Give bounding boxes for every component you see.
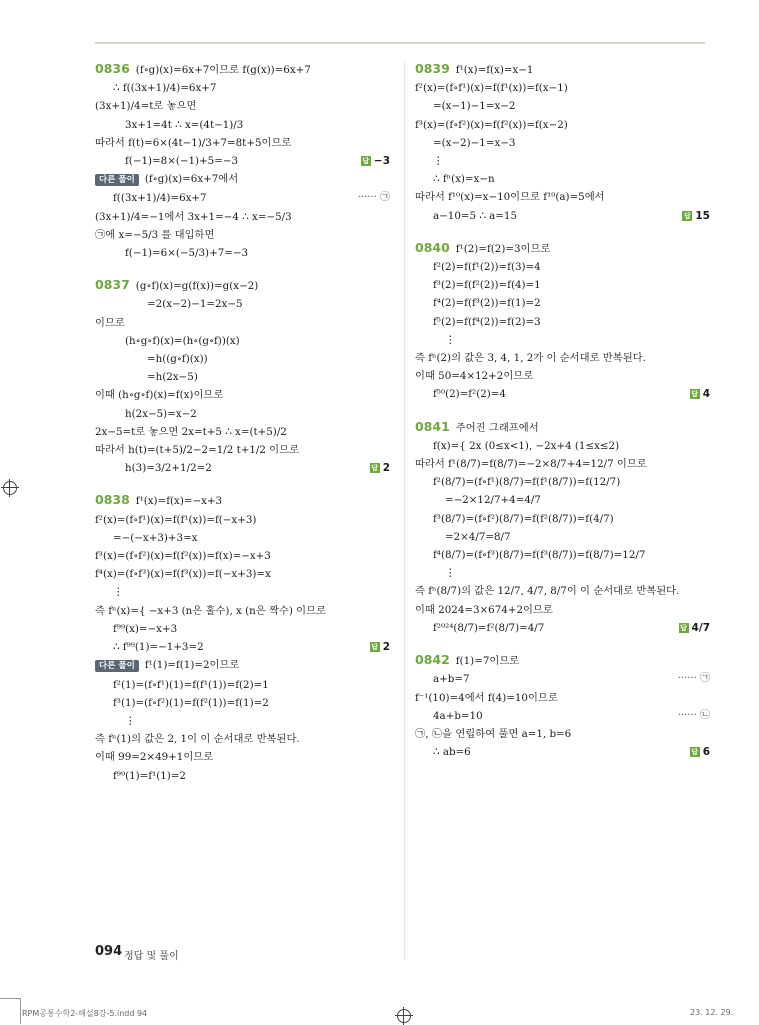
solution-line [415, 385, 710, 403]
line-text: =h(2x−5) [147, 371, 198, 384]
answer [370, 459, 390, 477]
line-text: f(−1)=6×(−5/3)+7=−3 [125, 247, 249, 260]
solution-line [95, 459, 390, 477]
solution-line [95, 350, 390, 368]
answer-icon: 답 [691, 390, 699, 399]
solution-line [415, 331, 710, 349]
line-text: (g∘f)(x)=g(f(x))=g(x−2) [135, 280, 259, 293]
solution-line [415, 294, 710, 312]
page-number: 094 [95, 944, 123, 959]
solution-line [415, 349, 710, 367]
line-text: f¹(1)=f(1)=2이므로 [144, 659, 240, 672]
answer-value: 2 [382, 641, 390, 654]
answer [682, 207, 710, 225]
line-text: ⋮ [445, 333, 456, 346]
solution-line [415, 367, 710, 385]
answer-value: 4/7 [691, 621, 710, 634]
solution-line [415, 116, 710, 134]
answer-icon: 답 [362, 157, 370, 166]
line-text: f²(x)=(f∘f¹)(x)=f(f¹(x))=f(−x+3) [95, 513, 257, 526]
problem-0839 [415, 60, 710, 225]
crop-mark [0, 998, 20, 999]
solution-line [415, 582, 710, 600]
line-text: f²(2)=f(f¹(2))=f(3)=4 [433, 261, 541, 274]
solution-line [95, 189, 390, 207]
line-text: =−(−x+3)+3=x [113, 531, 198, 544]
solution-line [415, 276, 710, 294]
line-text: 따라서 f¹(8/7)=f(8/7)=−2×8/7+4=12/7 이므로 [415, 458, 647, 471]
solution-line [415, 455, 710, 473]
line-text: ㉠, ㉡을 연립하여 풀면 a=1, b=6 [415, 727, 572, 740]
solution-line [95, 583, 390, 601]
problem-0840 [415, 239, 710, 404]
solution-line [415, 491, 710, 509]
solution-line [95, 97, 390, 115]
solution-line [95, 730, 390, 748]
solution-line [415, 134, 710, 152]
solution-line [95, 332, 390, 350]
solution-line [95, 529, 390, 547]
line-text: 이때 99=2×49+1이므로 [95, 751, 214, 764]
solution-line [95, 423, 390, 441]
answer-value: −3 [373, 155, 390, 168]
line-text: f²(1)=(f∘f¹)(1)=f(f¹(1))=f(2)=1 [113, 678, 269, 691]
line-text: f¹(x)=f(x)=−x+3 [135, 495, 223, 508]
problem-0842 [415, 651, 710, 761]
line-text: f²(8/7)=(f∘f¹)(8/7)=f(f¹(8/7))=f(12/7) [433, 476, 621, 489]
header-rule [95, 42, 705, 44]
line-text: f(1)=7이므로 [455, 655, 520, 668]
problem-0838 [95, 491, 390, 784]
line-text: 따라서 h(t)=(t+5)/2−2=1/2 t+1/2 이므로 [95, 444, 300, 457]
line-text: f⁴(x)=(f∘f³)(x)=f(f³(x))=f(−x+3)=x [95, 568, 271, 581]
solution-line [95, 79, 390, 97]
line-text: f⁹⁹(1)=f¹(1)=2 [113, 769, 186, 782]
line-text: ⋮ [113, 586, 124, 599]
footer-label: 정답 및 풀이 [124, 951, 179, 962]
solution-line [415, 170, 710, 188]
line-text: f(−1)=8×(−1)+5=−3 [125, 155, 239, 168]
line-text: 주어진 그래프에서 [455, 421, 539, 434]
solution-line [95, 295, 390, 313]
line-text: 즉 fⁿ(1)의 값은 2, 1이 이 순서대로 반복된다. [95, 733, 300, 746]
solution-line [95, 565, 390, 583]
line-text: f²⁰²⁴(8/7)=f²(8/7)=4/7 [433, 621, 545, 634]
answer [679, 619, 710, 637]
alt-solution-badge: 다른 풀이 [95, 660, 139, 672]
solution-line [95, 208, 390, 226]
line-text: (f∘g)(x)=6x+7이므로 f(g(x))=6x+7 [135, 64, 311, 76]
line-text: (f∘g)(x)=6x+7에서 [144, 173, 239, 186]
line-text: ∴ f((3x+1)/4)=6x+7 [113, 82, 217, 95]
line-text: f¹(2)=f(2)=3이므로 [455, 242, 551, 255]
solution-line [415, 313, 710, 331]
problem-number: 0838 [95, 492, 130, 508]
line-text: (3x+1)/4=t로 놓으면 [95, 100, 197, 113]
line-text: h(2x−5)=x−2 [125, 407, 197, 420]
solution-line [95, 511, 390, 529]
line-text: ∴ fⁿ(x)=x−n [433, 173, 495, 186]
line-text: f²(x)=(f∘f¹)(x)=f(f¹(x))=f(x−1) [415, 82, 568, 95]
left-column [95, 60, 390, 799]
line-text: ⋮ [445, 567, 456, 580]
solution-line [95, 656, 390, 675]
solution-line [415, 473, 710, 491]
answer [690, 743, 710, 761]
problem-number: 0839 [415, 61, 450, 76]
solution-line [415, 97, 710, 115]
line-text: =2(x−2)−1=2x−5 [147, 298, 243, 311]
line-text: ∴ ab=6 [433, 746, 471, 759]
solution-line [415, 546, 710, 564]
answer-value: 15 [695, 209, 710, 222]
line-text: ∴ f⁹⁹(1)=−1+3=2 [113, 641, 204, 654]
line-text: f((3x+1)/4)=6x+7 [113, 192, 207, 205]
solution-line [95, 226, 390, 244]
solution-line [415, 60, 710, 79]
answer-icon: 답 [691, 748, 699, 757]
solution-line [95, 116, 390, 134]
problem-0837 [95, 276, 390, 477]
answer-value: 2 [382, 462, 390, 475]
line-text: 4a+b=10 [433, 709, 483, 722]
line-text: ⋮ [433, 155, 444, 168]
problem-0836 [95, 60, 390, 262]
solution-line [95, 244, 390, 262]
line-text: f¹(x)=f(x)=x−1 [455, 64, 534, 76]
solution-line [95, 676, 390, 694]
solution-line [95, 767, 390, 785]
line-text: h(3)=3/2+1/2=2 [125, 462, 212, 475]
solution-line [415, 152, 710, 170]
solution-line [415, 528, 710, 546]
problem-number: 0841 [415, 418, 450, 434]
line-text: f³(x)=(f∘f²)(x)=f(f²(x))=f(x−2) [415, 118, 568, 131]
line-text: 따라서 f¹⁰(x)=x−10이므로 f¹⁰(a)=5에서 [415, 191, 605, 204]
solution-line [95, 276, 390, 295]
solution-line [95, 441, 390, 459]
solution-line [95, 712, 390, 730]
alt-solution-badge: 다른 풀이 [95, 174, 139, 186]
print-file-info: RPM공통수학2-해설8강-5.indd 94 [22, 1009, 148, 1018]
equation-marker: ······ ㉡ [677, 709, 710, 721]
solution-line [95, 134, 390, 152]
line-text: f(x)={ 2x (0≤x<1), −2x+4 (1≤x≤2) [433, 439, 620, 452]
answer [370, 638, 390, 656]
solution-line [415, 258, 710, 276]
solution-line [415, 564, 710, 582]
solution-line [95, 60, 390, 79]
answer-icon: 답 [371, 464, 379, 473]
line-text: 3x+1=4t ∴ x=(4t−1)/3 [125, 118, 244, 131]
line-text: 이때 2024=3×674+2이므로 [415, 603, 553, 616]
line-text: =−2×12/7+4=4/7 [445, 494, 541, 507]
solution-line [95, 748, 390, 766]
right-column [415, 60, 710, 775]
line-text: 즉 fⁿ(2)의 값은 3, 4, 1, 2가 이 순서대로 반복된다. [415, 352, 646, 365]
problem-number: 0842 [415, 652, 450, 668]
line-text: ⋮ [125, 714, 136, 727]
line-text: 이때 (h∘g∘f)(x)=f(x)이므로 [95, 389, 224, 402]
solution-line [415, 418, 710, 437]
registration-mark-left [3, 481, 17, 495]
answer [690, 385, 710, 403]
line-text: f⁵(2)=f(f⁴(2))=f(2)=3 [433, 315, 541, 328]
column-divider [404, 60, 405, 960]
solution-line [95, 152, 390, 170]
answer-icon: 답 [683, 211, 691, 220]
line-text: f³(2)=f(f²(2))=f(4)=1 [433, 279, 541, 292]
answer-value: 6 [702, 746, 710, 759]
solution-line [415, 79, 710, 97]
line-text: (h∘g∘f)(x)=(h∘(g∘f))(x) [125, 334, 240, 347]
solution-line [95, 314, 390, 332]
line-text: f⁴(8/7)=(f∘f³)(8/7)=f(f³(8/7))=f(8/7)=12/7 [433, 549, 646, 562]
solution-line [415, 207, 710, 225]
solution-line [415, 725, 710, 743]
solution-line [95, 491, 390, 510]
line-text: =(x−2)−1=x−3 [433, 136, 516, 149]
solution-line [415, 239, 710, 258]
solution-line [415, 743, 710, 761]
line-text: 즉 fⁿ(8/7)의 값은 12/7, 4/7, 8/7이 이 순서대로 반복된다. [415, 585, 680, 598]
line-text: 2x−5=t로 놓으면 2x=t+5 ∴ x=(t+5)/2 [95, 425, 287, 438]
line-text: ㉠에 x=−5/3 를 대입하면 [95, 228, 215, 241]
line-text: f⁹⁹(x)=−x+3 [113, 622, 178, 635]
answer-value: 4 [702, 388, 710, 401]
solution-line [95, 620, 390, 638]
equation-marker: ······ ㉠ [357, 192, 390, 204]
solution-line [95, 602, 390, 620]
solution-line [95, 170, 390, 189]
solution-line [415, 707, 710, 725]
crop-mark [20, 998, 21, 1024]
solution-line [415, 651, 710, 670]
problem-0841 [415, 418, 710, 637]
solution-line [95, 368, 390, 386]
print-date: 23. 12. 29. [690, 1008, 734, 1017]
line-text: =(x−1)−1=x−2 [433, 100, 516, 113]
solution-line [95, 547, 390, 565]
answer [361, 152, 390, 170]
line-text: f⁻¹(10)=4에서 f(4)=10이므로 [415, 691, 558, 704]
solution-line [415, 188, 710, 206]
line-text: f⁴(2)=f(f³(2))=f(1)=2 [433, 297, 541, 310]
answer-icon: 답 [680, 623, 687, 632]
line-text: =h((g∘f)(x)) [147, 353, 208, 366]
line-text: =2×4/7=8/7 [445, 530, 511, 543]
line-text: a+b=7 [433, 673, 470, 686]
solution-line [415, 437, 710, 455]
problem-number: 0840 [415, 239, 450, 255]
line-text: 이므로 [95, 316, 125, 329]
line-text: 따라서 f(t)=6×(4t−1)/3+7=8t+5이므로 [95, 136, 292, 149]
equation-marker: ······ ㉠ [677, 673, 710, 685]
line-text: a−10=5 ∴ a=15 [433, 209, 518, 222]
solution-line [95, 638, 390, 656]
problem-number: 0836 [95, 61, 130, 76]
solution-line [415, 601, 710, 619]
solution-line [415, 619, 710, 637]
solution-line [415, 689, 710, 707]
solution-line [95, 694, 390, 712]
registration-mark-bottom [397, 1009, 411, 1023]
answer-icon: 답 [371, 643, 379, 652]
line-text: f⁵⁰(2)=f²(2)=4 [433, 388, 506, 401]
problem-number: 0837 [95, 277, 130, 293]
line-text: f³(8/7)=(f∘f²)(8/7)=f(f²(8/7))=f(4/7) [433, 512, 614, 525]
solution-line [95, 386, 390, 404]
line-text: f³(x)=(f∘f²)(x)=f(f²(x))=f(x)=−x+3 [95, 550, 271, 563]
line-text: 즉 fⁿ(x)={ −x+3 (n은 홀수), x (n은 짝수) 이므로 [95, 604, 326, 617]
solution-line [415, 670, 710, 688]
solution-line [95, 405, 390, 423]
solution-line [415, 510, 710, 528]
line-text: (3x+1)/4=−1에서 3x+1=−4 ∴ x=−5/3 [95, 210, 292, 223]
line-text: f³(1)=(f∘f²)(1)=f(f²(1))=f(1)=2 [113, 696, 269, 709]
line-text: 이때 50=4×12+2이므로 [415, 370, 534, 383]
